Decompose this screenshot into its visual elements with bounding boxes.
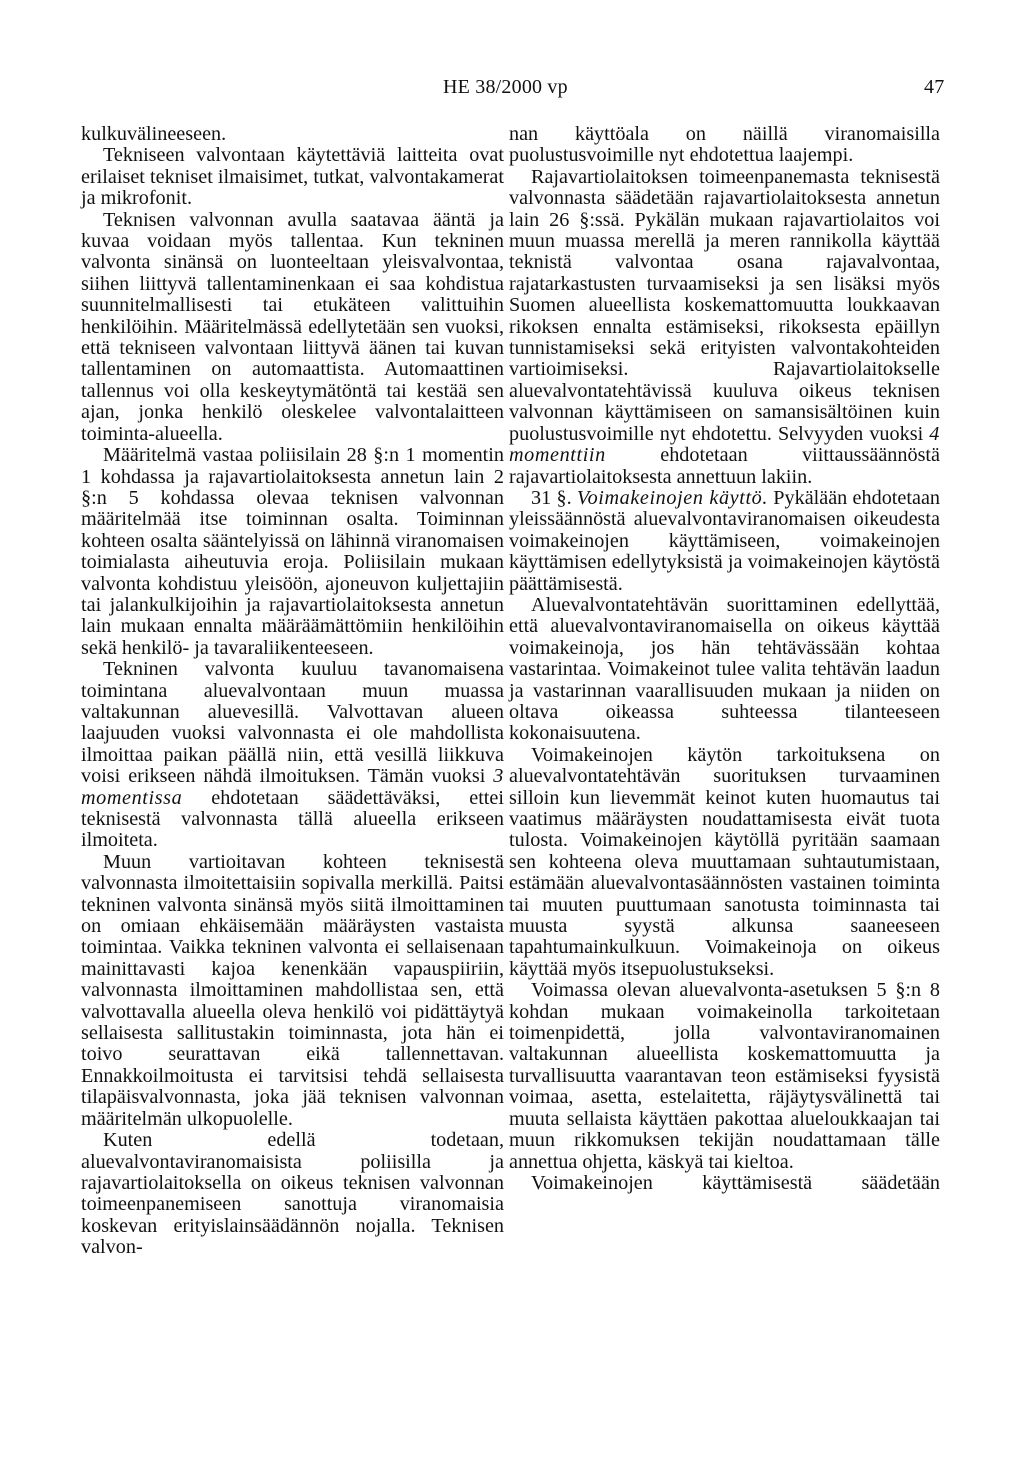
paragraph: Määritelmä vastaa poliisilain 28 §:n 1 momentin 1 kohdassa ja rajavartiolaitoksesta annetun lain 2 §:n 5 kohdassa olevaa teknisen valvonnan määritelmää itse toiminnan osalta. Toiminnan kohteen osalta sääntelyissä on lähinnä viranomaisen toimialasta aiheutuvia eroja. Poliisilain mukaan valvonta kohdistuu yleisöön, ajoneuvon kuljettajiin tai jalankulkijoihin ja rajavartiolaitoksesta annetun lain mukaan ennalta määräämättömiin henkilöihin sekä henkilö- ja tavaraliikenteeseen. xyxy=(81,444,504,659)
paragraph: nan käyttöala on näillä viranomaisilla puolustusvoimille nyt ehdotettua laajempi. xyxy=(509,123,940,167)
text-span: Tekninen valvonta kuuluu tavanomaisena toimintana aluevalvontaan muun muassa valtakunnan aluevesillä. Valvottavan alueen laajuuden vuoksi valvonnasta ei ole mahdollista ilmoittaa paikan päällä niin, että vesillä liikkuva voisi erikseen nähdä ilmoituksen. Tämän vuoksi xyxy=(81,658,504,788)
paragraph: Voimassa olevan aluevalvonta-asetuksen 5 §:n 8 kohdan mukaan voimakeinolla tarkoitetaan toimenpidettä, jolla valvontaviranomainen valtakunnan alueellista koskemattomuutta ja turvallisuutta vaarantavan teon estämiseksi fyysistä voimaa, asetta, estelaitetta, räjäytysvälinettä tai muuta sellaista käyttäen pakottaa alueloukkaajan tai muun rikkomuksen tekijän noudattamaan tälle annettua ohjetta, käskyä tai kieltoa. xyxy=(509,979,940,1173)
emphasis-text: 3 momentissa xyxy=(81,765,504,809)
text-span: Pykälään ehdotetaan yleissäännöstä aluevalvontaviranomaisen oikeudesta voimakeinojen käyttämiseen, voimakeinojen käyttämisen edellytyksistä ja voimakeinojen käytöstä päättämisestä. xyxy=(509,486,940,595)
page-number: 47 xyxy=(924,76,945,98)
emphasis-text: 4 momenttiin xyxy=(509,422,940,467)
right-column xyxy=(509,124,940,1194)
text-span: 31 §. xyxy=(531,486,577,509)
paragraph: Teknisen valvonnan avulla saatavaa ääntä ja kuvaa voidaan myös tallentaa. Kun tekninen valvonta sinänsä on luonteeltaan yleisvalvontaa, siihen liittyvä tallentaminenkaan ei saa kohdistua suunnitelmallisesti tai etukäteen valittuihin henkilöihin. Määritelmässä edellytetään sen vuoksi, että tekniseen valvontaan liittyvä äänen tai kuvan tallentaminen on automaattista. Automaattinen tallennus voi olla keskeytymätöntä tai kestää sen ajan, jonka henkilö oleskelee valvontalaitteen toiminta-alueella. xyxy=(81,208,504,445)
text-span: Rajavartiolaitoksen toimeenpanemasta teknisestä valvonnasta säädetään rajavartiolaitoksesta annetun lain 26 §:ssä. Pykälän mukaan rajavartiolaitos voi muun muassa merellä ja meren rannikolla käyttää teknistä valvontaa osana rajavalvontaa, rajatarkastusten turvaamiseksi ja sen lisäksi myös Suomen alueellista koskemattomuutta loukkaavan rikoksen ennalta estämiseksi, rikoksesta epäillyn tunnistamiseksi sekä erityisten valvontakohteiden vartioimiseksi. Rajavartiolaitokselle aluevalvontatehtävissä kuuluva oikeus teknisen valvonnan käyttämiseen on samansisältöinen kuin puolustusvoimille nyt ehdotettu. Selvyyden vuoksi xyxy=(509,165,940,445)
text-span: ehdotetaan viittaussäännöstä rajavartiolaitoksesta annettuun lakiin. xyxy=(509,444,940,488)
page-header xyxy=(0,76,1024,106)
paragraph: Voimakeinojen käytön tarkoituksena on aluevalvontatehtävän suorituksen turvaaminen silloin kun lievemmät keinot kuten huomautus tai vaatimus määräysten noudattamisesta eivät tuota tulosta. Voimakeinojen käytöllä pyritään saamaan sen kohteena oleva muuttamaan suhtautumistaan, estämään aluevalvontasäännösten vastainen toiminta tai muuten puuttumaan sanotusta toiminnasta tai muusta syystä alkunsa saaneeseen tapahtumainkulkuun. Voimakeinoja on oikeus käyttää myös itsepuolustukseksi. xyxy=(509,743,940,980)
paragraph: Muun vartioitavan kohteen teknisestä valvonnasta ilmoitettaisiin sopivalla merkillä. Paitsi tekninen valvonta sinänsä myös siitä ilmoittaminen on omiaan ehkäisemään määräysten vastaista toimintaa. Vaikka tekninen valvonta ei sellaisenaan mainittavasti kajoa kenenkään vapauspiiriin, valvonnasta ilmoittaminen mahdollistaa sen, että valvottavalla alueella oleva henkilö voi pidättäytyä sellaisesta sallitustakin toiminnasta, jota hän ei toivo seurattavan eikä tallennettavan. Ennakkoilmoitusta ei tarvitsisi tehdä sellaisesta tilapäisvalvonnasta, joka jää teknisen valvonnan määritelmän ulkopuolelle. xyxy=(81,850,504,1130)
paragraph: Kuten edellä todetaan, aluevalvontaviranomaisista poliisilla ja rajavartiolaitoksella on oikeus teknisen valvonnan toimeenpanemiseen sanottuja viranomaisia koskevan erityislainsäädännön nojalla. Teknisen valvon- xyxy=(81,1129,504,1259)
section-title: Voimakeinojen käyttö. xyxy=(576,486,768,509)
text-span: ehdotetaan säädettäväksi, ettei teknisestä valvonnasta tällä alueella erikseen ilmoiteta. xyxy=(81,786,504,852)
paragraph: kulkuvälineeseen. xyxy=(81,123,227,145)
running-title: HE 38/2000 vp xyxy=(443,76,568,98)
paragraph xyxy=(509,167,940,488)
left-column xyxy=(81,124,504,1259)
paragraph xyxy=(81,659,504,852)
paragraph: Tekniseen valvontaan käytettäviä laitteita ovat erilaiset tekniset ilmaisimet, tutkat, valvontakamerat ja mikrofonit. xyxy=(81,144,504,210)
paragraph xyxy=(509,488,940,595)
paragraph: Voimakeinojen käyttämisestä säädetään xyxy=(531,1171,940,1194)
paragraph: Aluevalvontatehtävän suorittaminen edellyttää, että aluevalvontaviranomaisella on oikeus käyttää voimakeinoja, jos hän tehtävässään kohtaa vastarintaa. Voimakeinot tulee valita tehtävän laadun ja vastarinnan vaarallisuuden mukaan ja niiden on oltava oikeassa suhteessa tilanteeseen kokonaisuutena. xyxy=(509,593,940,745)
